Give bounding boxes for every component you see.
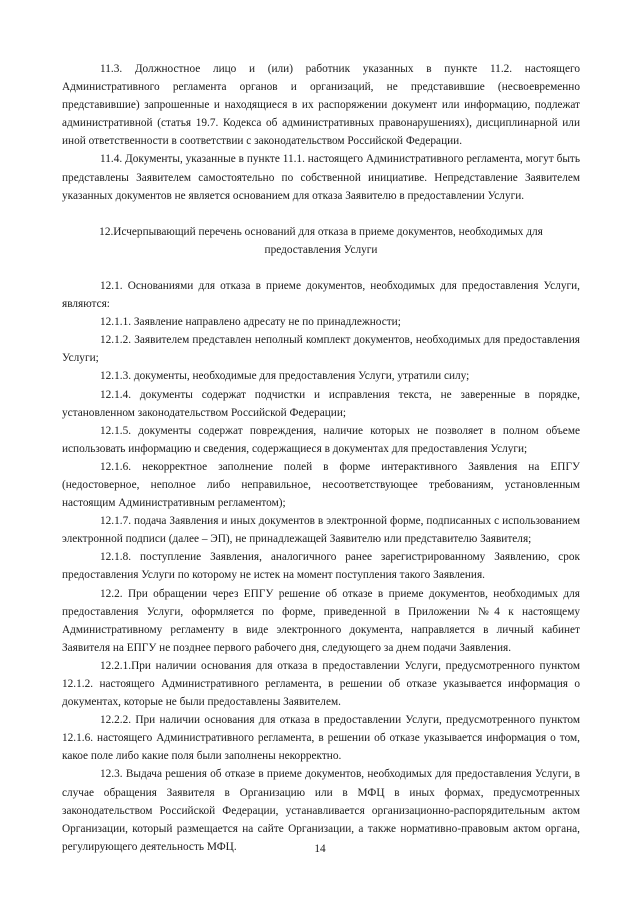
paragraph-12-2-1: 12.2.1.При наличии основания для отказа в предоставлении Услуги, предусмотренного пунктом 12.1.2. настоящего Административного регламента, в решении об отказе указывается информация о документах, которые не были предоставлены Заявителем. bbox=[62, 659, 580, 709]
paragraph-12-1-7: 12.1.7. подача Заявления и иных документов в электронной форме, подписанных с использованием электронной подписи (далее – ЭП), не принадлежащей Заявителю или представителю Заявителя; bbox=[62, 515, 580, 546]
paragraph-12-1-3: 12.1.3. документы, необходимые для предоставления Услуги, утратили силу; bbox=[100, 370, 470, 383]
paragraph-12-1-5: 12.1.5. документы содержат повреждения, наличие которых не позволяет в полном объеме использовать информацию и сведения, содержащиеся в документах для предоставления Услуги; bbox=[62, 424, 580, 455]
paragraph-11-3: 11.3. Должностное лицо и (или) работник указанных в пункте 11.2. настоящего Административного регламента органов и организаций, не представившие (несвоевременно представившие) запрошенные и находящиеся в их распоряжении документ или информацию, подлежат административной (статья 19.7. Кодекса об административных правонарушениях), дисциплинарной или иной ответственности в соответствии с законодательством Российской Федерации. bbox=[62, 63, 580, 148]
paragraph-12-1-8: 12.1.8. поступление Заявления, аналогичного ранее зарегистрированному Заявлению, срок предоставления Услуги по которому не истек на момент поступления такого Заявления. bbox=[62, 551, 580, 582]
paragraph-12-2-2: 12.2.2. При наличии основания для отказа в предоставлении Услуги, предусмотренного пунктом 12.1.6. настоящего Административного регламента, в решении об отказе указывается информация о том, какое поле либо какие поля были заполнены некорректно. bbox=[62, 714, 580, 763]
section-heading: 12.Исчерпывающий перечень оснований для отказа в приеме документов, необходимых для предоставления Услуги bbox=[99, 225, 543, 256]
paragraph-12-1: 12.1. Основаниями для отказа в приеме документов, необходимых для предоставления Услуги, являются: bbox=[62, 279, 580, 311]
paragraph-12-1-4: 12.1.4. документы содержат подчистки и исправления текста, не заверенные в порядке, установленном законодательством Российской Федерации; bbox=[62, 388, 580, 419]
paragraph-12-1-6: 12.1.6. некорректное заполнение полей в форме интерактивного Заявления на ЕПГУ (недостоверное, неполное либо неправильное, несоответствующее требованиям, установленным настоящим Административным регламентом); bbox=[62, 460, 580, 510]
paragraph-12-1-2: 12.1.2. Заявителем представлен неполный комплект документов, необходимых для предоставления Услуги; bbox=[62, 334, 580, 365]
paragraph-12-3: 12.3. Выдача решения об отказе в приеме документов, необходимых для предоставления Услуги, в случае обращения Заявителя в Организацию или в МФЦ в иных формах, предусмотренных законодательством Российской Федерации, устанавливается организационно-распорядительным актом Организации, который размещается на сайте Организации, а также нормативно-правовым актом органа, регулирующего деятельность МФЦ. bbox=[62, 768, 580, 853]
paragraph-12-1-1: 12.1.1. Заявление направлено адресату не по принадлежности; bbox=[100, 316, 401, 329]
page-number: 14 bbox=[314, 843, 326, 855]
paragraph-12-2: 12.2. При обращении через ЕПГУ решение об отказе в приеме документов, необходимых для предоставления Услуги, оформляется по форме, приведенной в Приложении №4 к настоящему Административному регламенту в виде электронного документа, направляется в личный кабинет Заявителя на ЕПГУ не позднее первого рабочего дня, следующего за днем подачи Заявления. bbox=[62, 587, 580, 654]
paragraph-11-4: 11.4. Документы, указанные в пункте 11.1. настоящего Административного регламента, могут быть представлены Заявителем самостоятельно по собственной инициативе. Непредставление Заявителем указанных документов не является основанием для отказа Заявителю в предоставлении Услуги. bbox=[62, 153, 580, 202]
